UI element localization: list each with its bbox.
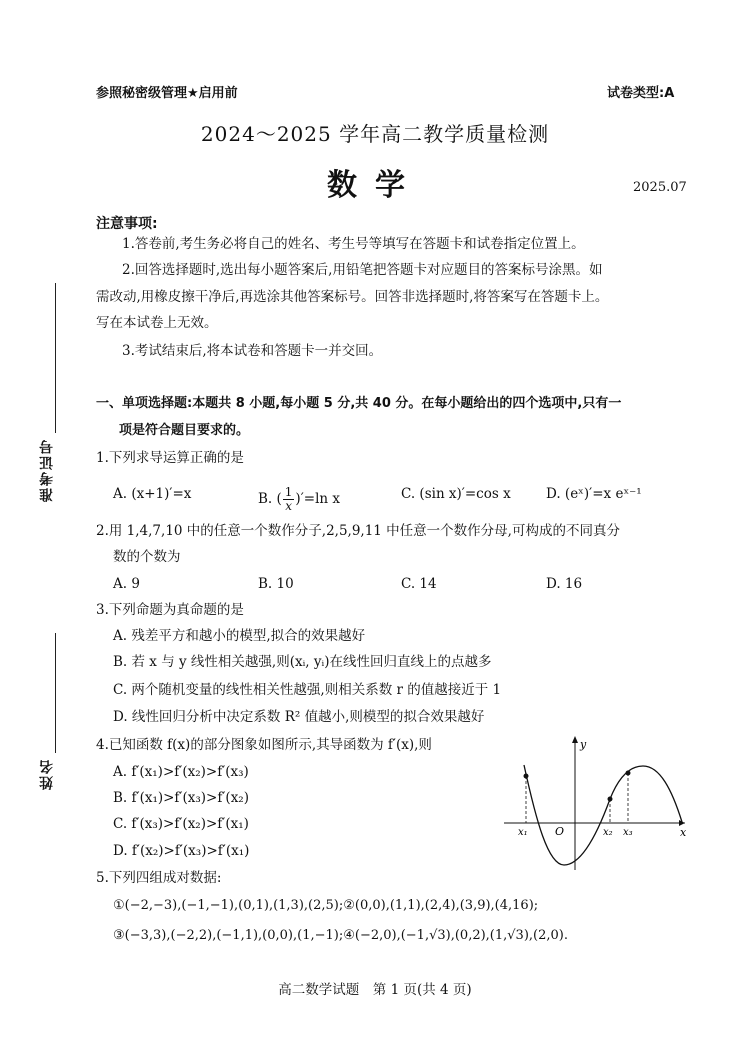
q1-b-fraction [283, 486, 295, 513]
question-2-stem-cont: 数的个数为 [113, 549, 181, 565]
x2-label: x₂ [603, 827, 613, 838]
name-label: 姓名 [39, 758, 55, 790]
paper-type: 试卷类型:A [607, 86, 675, 101]
function-curve [524, 765, 682, 865]
q1-option-c: C. (sin x)′=cos x [401, 486, 511, 502]
exam-title: 2024～2025 学年高二教学质量检测 [200, 122, 550, 146]
q1-option-a: A. (x+1)′=x [113, 486, 192, 502]
q1-option-d: D. (eˣ)′=x eˣ⁻¹ [546, 486, 642, 502]
q3-option-c: C. 两个随机变量的线性相关性越强,则相关系数 r 的值越接近于 1 [113, 682, 502, 698]
id-number-label: 准考证号 [39, 438, 55, 502]
q5-data-line-1: ①(−2,−3),(−1,−1),(0,1),(1,3),(2,5);②(0,0),(1,1),(2,4),(3,9),(4,16); [113, 898, 539, 913]
notice-heading: 注意事项: [96, 216, 158, 232]
subject-title: 数学 [327, 168, 423, 203]
notice-item-2: 2.回答选择题时,选出每小题答案后,用铅笔把答题卡对应题目的答案标号涂黑。如 [122, 262, 603, 278]
confidential-label: 参照秘密级管理★启用前 [96, 86, 238, 101]
q2-option-a: A. 9 [113, 576, 140, 592]
y-axis-label: y [580, 738, 587, 751]
q4-option-b: B. f′(x₁)>f′(x₃)>f′(x₂) [113, 790, 249, 806]
section-heading-cont: 项是符合题目要求的。 [119, 423, 250, 438]
notice-item-2-cont: 需改动,用橡皮擦干净后,再选涂其他答案标号。回答非选择题时,将答案写在答题卡上。 [96, 289, 609, 305]
origin-label: O [555, 825, 565, 838]
q3-option-d: D. 线性回归分析中决定系数 R² 值越小,则模型的拟合效果越好 [113, 709, 485, 725]
q2-option-b: B. 10 [258, 576, 294, 592]
notice-item-3: 3.考试结束后,将本试卷和答题卡一并交回。 [122, 343, 383, 359]
q1-b-suffix: )′=ln x [295, 491, 340, 507]
q3-option-b: B. 若 x 与 y 线性相关越强,则(xᵢ, yᵢ)在线性回归直线上的点越多 [113, 654, 492, 670]
q3-option-a: A. 残差平方和越小的模型,拟合的效果越好 [113, 628, 366, 644]
x3-label: x₃ [623, 827, 633, 838]
q1-b-denominator: x [285, 499, 292, 513]
q1-b-prefix: B. ( [258, 491, 282, 507]
exam-date: 2025.07 [633, 180, 687, 195]
q4-function-graph [500, 732, 695, 872]
x-axis-label: x [680, 826, 687, 839]
page-footer: 高二数学试题 第 1 页(共 4 页) [278, 982, 472, 998]
notice-item-1: 1.答卷前,考生务必将自己的姓名、考生号等填写在答题卡和试卷指定位置上。 [122, 236, 585, 252]
q1-option-b [258, 486, 340, 513]
question-3-stem: 3.下列命题为真命题的是 [96, 602, 244, 618]
notice-item-2-cont2: 写在本试卷上无效。 [96, 315, 218, 331]
id-number-line [55, 283, 56, 433]
q4-option-a: A. f′(x₁)>f′(x₂)>f′(x₃) [113, 764, 249, 780]
question-4-stem: 4.已知函数 f(x)的部分图象如图所示,其导函数为 f′(x),则 [96, 737, 432, 753]
q1-b-numerator: 1 [284, 485, 293, 499]
q4-option-c: C. f′(x₃)>f′(x₂)>f′(x₁) [113, 816, 249, 832]
y-axis-arrow [572, 736, 578, 743]
question-5-stem: 5.下列四组成对数据: [96, 870, 222, 886]
section-heading: 一、单项选择题:本题共 8 小题,每小题 5 分,共 40 分。在每小题给出的四个选项中,只有一 [96, 396, 622, 411]
q2-option-d: D. 16 [546, 576, 583, 592]
name-line [55, 633, 56, 753]
q4-option-d: D. f′(x₂)>f′(x₃)>f′(x₁) [113, 843, 250, 859]
point-x2 [608, 797, 613, 802]
q2-option-c: C. 14 [401, 576, 437, 592]
question-2-stem: 2.用 1,4,7,10 中的任意一个数作分子,2,5,9,11 中任意一个数作分母,可构成的不同真分 [96, 523, 620, 539]
question-1-stem: 1.下列求导运算正确的是 [96, 450, 244, 466]
point-x1 [524, 774, 529, 779]
q5-data-line-2: ③(−3,3),(−2,2),(−1,1),(0,0),(1,−1);④(−2,0),(−1,√3),(0,2),(1,√3),(2,0). [113, 928, 568, 943]
x1-label: x₁ [518, 827, 528, 838]
point-x3 [626, 771, 631, 776]
